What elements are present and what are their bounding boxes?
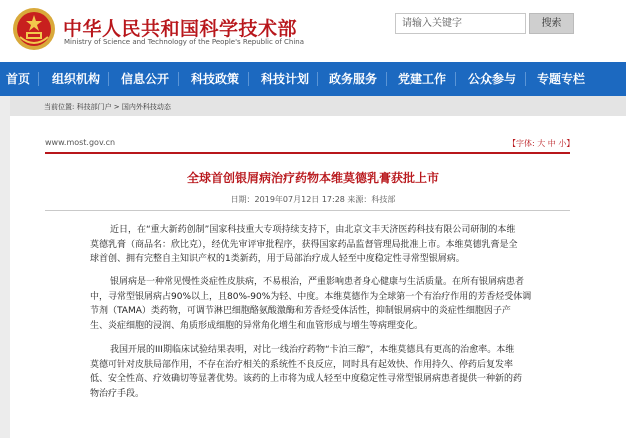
site-subtitle: Ministry of Science and Technology of the People's Republic of China [64, 38, 305, 46]
font-size-control[interactable]: 【字体: 大 中 小】 [508, 139, 575, 148]
paragraph-line: 莫德可针对皮肤局部作用，不存在治疗相关的系统性不良反应，同时具有起效快、作用持久、停药后复发率 [90, 359, 514, 370]
nav-separator [525, 72, 526, 86]
paragraph-line: 节剂（TAMA）类药物，可调节淋巴细胞酪氨酸激酶和芳香烃受体活性，抑制银屑病中的炎症性细胞因子产 [90, 306, 511, 317]
paragraph-line: 银屑病是一种常见慢性炎症性皮肤病，不易根治，严重影响患者身心健康与生活质量。在所有银屑病患者 [110, 277, 525, 287]
article-meta: 日期：2019年07月12日 17:28 来源：科技部 [230, 195, 396, 204]
national-emblem-icon[interactable] [12, 7, 56, 51]
paragraph-line: 莫德乳膏（商品名：欣比克），经优先审评审批程序，获得国家药品监督管理局批准上市。本维莫德乳膏是全 [90, 239, 518, 250]
nav-item-services[interactable]: 政务服务 [329, 72, 378, 86]
paragraph-line: 低、安全性高、疗效确切等显著优势。该药的上市将为成人轻至中度稳定性寻常型银屑病患者提供一种新的药 [90, 374, 523, 385]
article-paragraph [90, 223, 550, 267]
breadcrumb[interactable]: 当前位置: 科技部门户 > 国内外科技动态 [44, 103, 171, 111]
paragraph-line: 近日，在“重大新药创制”国家科技重大专项持续支持下，由北京文丰天济医药科技有限公司研制的本维 [110, 225, 516, 235]
article-paragraph [90, 275, 550, 333]
nav-separator [386, 72, 387, 86]
article-paragraph [90, 343, 550, 401]
nav-separator [38, 72, 39, 86]
paragraph-line: 生、炎症细胞的浸润、角质形成细胞的异常角化增生和血管形成与增生等病理变化。 [90, 320, 424, 331]
search-button[interactable]: 搜索 [529, 13, 574, 34]
nav-item-party-building[interactable]: 党建工作 [398, 72, 447, 86]
site-url: www.most.gov.cn [45, 138, 116, 147]
paragraph-line: 中，寻常型银屑病占90%以上，且80%-90%为轻、中度。本维莫德作为全球第一个有治疗作用的芳香烃受体调 [90, 291, 532, 302]
nav-separator [317, 72, 318, 86]
search-input[interactable]: 请输入关键字 [395, 13, 526, 34]
site-title[interactable]: 中华人民共和国科学技术部 [63, 18, 298, 40]
nav-item-special-topics[interactable]: 专题专栏 [537, 72, 586, 86]
article-title: 全球首创银屑病治疗药物本维莫德乳膏获批上市 [186, 171, 439, 185]
divider [45, 210, 570, 211]
nav-separator [108, 72, 109, 86]
nav-separator [178, 72, 179, 86]
divider [45, 152, 570, 154]
paragraph-line: 我国开展的III期临床试验结果表明，对比一线治疗药物“卡泊三醇”，本维莫德具有更高的治愈率。本维 [110, 345, 515, 355]
nav-separator [455, 72, 456, 86]
nav-item-policy[interactable]: 科技政策 [191, 72, 240, 86]
nav-item-organization[interactable]: 组织机构 [52, 72, 101, 86]
nav-item-home[interactable]: 首页 [6, 72, 31, 86]
paragraph-line: 球首创、拥有完整自主知识产权的1类新药，用于局部治疗成人轻至中度稳定性寻常型银屑病。 [90, 254, 465, 265]
main-nav [0, 62, 626, 96]
site-header [0, 0, 626, 62]
nav-item-info-disclosure[interactable]: 信息公开 [121, 72, 170, 86]
nav-item-public-participation[interactable]: 公众参与 [468, 72, 517, 86]
nav-item-programs[interactable]: 科技计划 [261, 72, 310, 86]
nav-separator [248, 72, 249, 86]
paragraph-line: 物治疗手段。 [90, 388, 145, 399]
